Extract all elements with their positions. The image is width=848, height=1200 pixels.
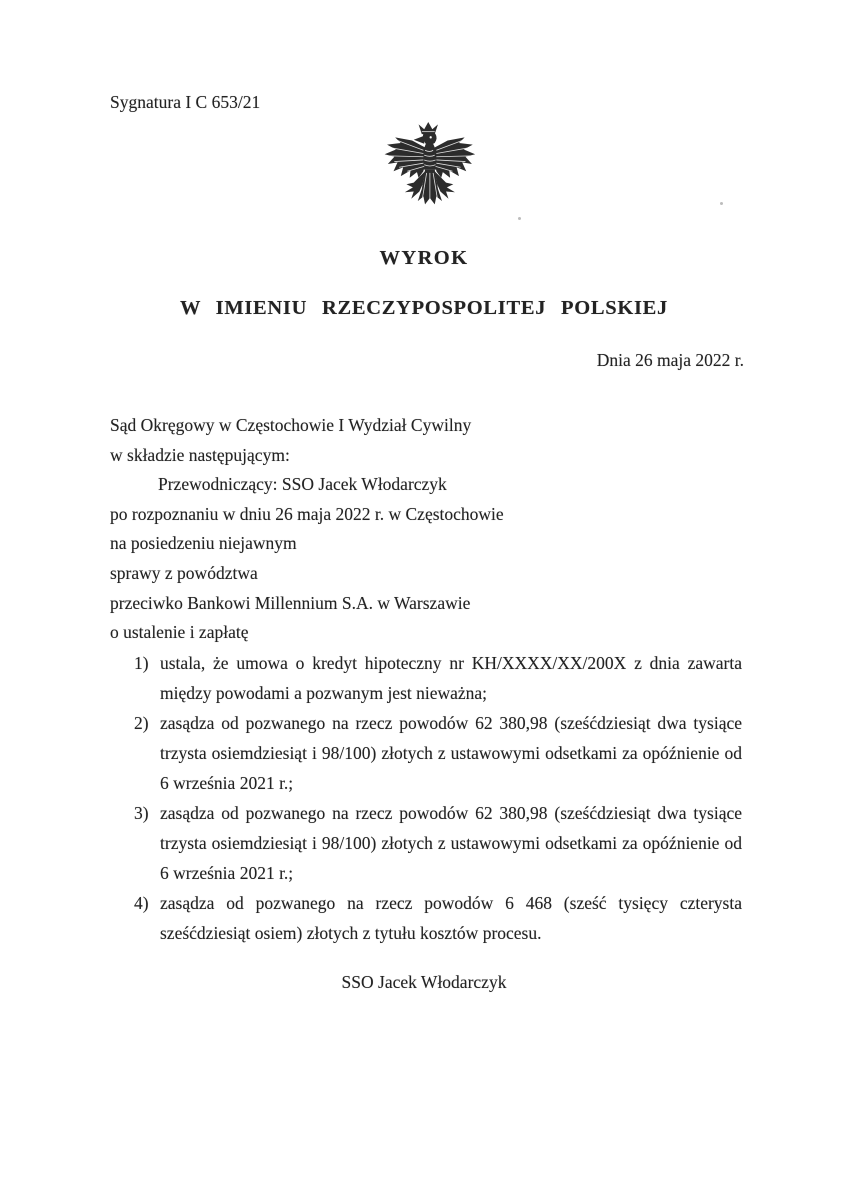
ruling-number: 2) (134, 713, 149, 733)
ruling-number: 1) (134, 653, 149, 673)
ruling-text: zasądza od pozwanego na rzecz powodów 62 380,98 (sześćdziesiąt dwa tysiące trzysta osiemdziesiąt i 98/100) złotych z ustawowymi odsetkami za opóźnienie od 6 września 2021 r.; (160, 713, 742, 793)
ruling-text: zasądza od pozwanego na rzecz powodów 6 468 (sześć tysięcy czterysta sześćdziesiąt osiem) złotych z tytułu kosztów procesu. (160, 893, 742, 943)
ruling-number: 4) (134, 893, 149, 913)
ruling-item (134, 708, 742, 798)
court-line: po rozpoznaniu w dniu 26 maja 2022 r. w Częstochowie (110, 503, 504, 524)
judgment-title: WYROK (379, 247, 469, 269)
judge-signature: SSO Jacek Włodarczyk (341, 972, 507, 992)
judgment-date: Dnia 26 maja 2022 r. (596, 350, 744, 370)
ruling-item (134, 888, 742, 948)
court-composition (110, 411, 744, 648)
court-line: na posiedzeniu niejawnym (110, 533, 297, 554)
ruling-item (134, 798, 742, 888)
polish-eagle-icon (383, 121, 480, 228)
scan-speck (720, 202, 723, 205)
court-line: w składzie następującym: (110, 444, 290, 465)
court-line: przeciwko Bankowi Millennium S.A. w Warszawie (110, 592, 471, 613)
court-line: o ustalenie i zapłatę (110, 622, 249, 643)
court-line: sprawy z powództwa (110, 562, 258, 583)
court-line-presiding-judge: Przewodniczący: SSO Jacek Włodarczyk (158, 474, 447, 495)
judgment-subtitle: W IMIENIU RZECZYPOSPOLITEJ POLSKIEJ (180, 297, 668, 319)
ruling-item (134, 648, 742, 708)
emblem-container (0, 121, 848, 233)
court-line: Sąd Okręgowy w Częstochowie I Wydział Cywilny (110, 415, 472, 435)
ruling-text: ustala, że umowa o kredyt hipoteczny nr KH/XXXX/XX/200X z dnia zawarta między powodami a pozwanym jest nieważna; (160, 653, 742, 703)
ruling-number: 3) (134, 803, 149, 823)
ruling-text: zasądza od pozwanego na rzecz powodów 62 380,98 (sześćdziesiąt dwa tysiące trzysta osiemdziesiąt i 98/100) złotych z ustawowymi odsetkami za opóźnienie od 6 września 2021 r.; (160, 803, 742, 883)
case-number: Sygnatura I C 653/21 (110, 92, 261, 112)
rulings-list (134, 648, 742, 948)
scan-speck (518, 217, 521, 220)
